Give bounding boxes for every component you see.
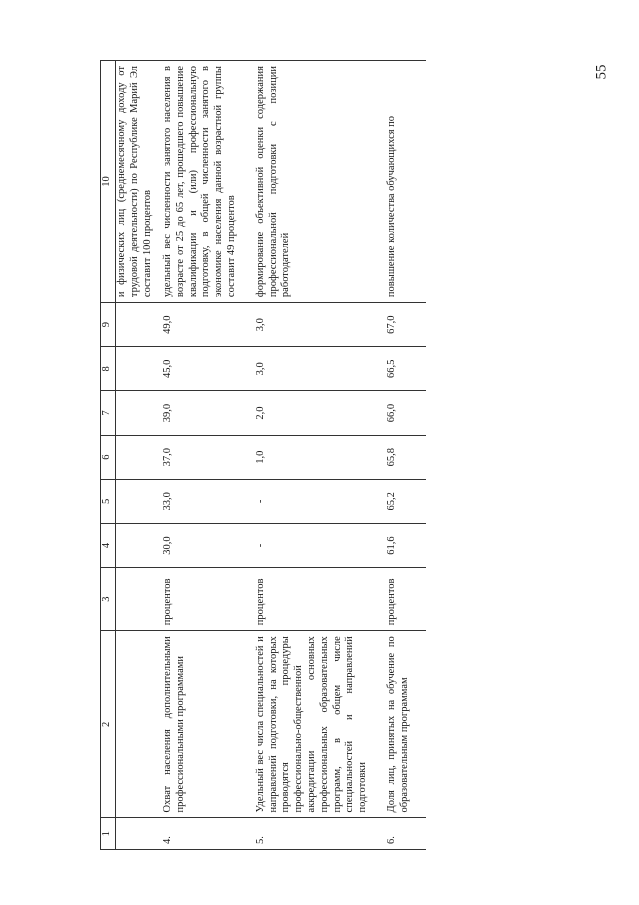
column-header: 9: [101, 303, 116, 347]
value-col-8: 45,0: [160, 347, 253, 391]
row-number: 6.: [384, 818, 426, 850]
value-col-5: 65,2: [384, 479, 426, 523]
value-col-4: 30,0: [160, 523, 253, 567]
value-col-9: 3,0: [253, 303, 384, 347]
value-col-9: 49,0: [160, 303, 253, 347]
page-number: 55: [593, 64, 610, 80]
value-col-5: -: [253, 479, 384, 523]
value-col-6: 1,0: [253, 435, 384, 479]
table-row: [384, 61, 426, 850]
value-col-7: 66,0: [384, 391, 426, 435]
column-header: 1: [101, 818, 116, 850]
unit: процентов: [384, 568, 426, 631]
indicator-name: Удельный вес числа специальностей и направлений подготовки, на которых проводятся процедуры профессионально-общественной аккредитации основных профессиональных образовательных программ, в общем числе специальностей и направлений подготовки: [253, 631, 384, 818]
continuation-result-text: и физических лиц (среднемесячному доходу от трудовой деятельности) по Республике Марий Эл составит 100 процентов: [116, 61, 161, 303]
indicator-name: Охват населения дополнительными профессиональными программами: [160, 631, 253, 818]
table-row: [253, 61, 384, 850]
value-col-6: 37,0: [160, 435, 253, 479]
indicator-name: Доля лиц, принятых на обучение по образовательным программам: [384, 631, 426, 818]
value-col-4: -: [253, 523, 384, 567]
value-col-9: 67,0: [384, 303, 426, 347]
column-header: 2: [101, 631, 116, 818]
column-header: 3: [101, 568, 116, 631]
value-col-5: 33,0: [160, 479, 253, 523]
value-col-8: 66,5: [384, 347, 426, 391]
rotated-table-container: [100, 60, 620, 850]
row-number: 4.: [160, 818, 253, 850]
value-col-4: 61,6: [384, 523, 426, 567]
row-number: 5.: [253, 818, 384, 850]
column-header: 4: [101, 523, 116, 567]
column-header: 5: [101, 479, 116, 523]
column-header: 10: [101, 61, 116, 303]
column-header: 7: [101, 391, 116, 435]
unit: процентов: [253, 568, 384, 631]
header-row: [101, 61, 116, 850]
table-row: [160, 61, 253, 850]
column-header: 8: [101, 347, 116, 391]
expected-result: повышение количества обучающихся по: [384, 61, 426, 303]
value-col-6: 65,8: [384, 435, 426, 479]
value-col-8: 3,0: [253, 347, 384, 391]
expected-result: удельный вес численности занятого населения в возрасте от 25 до 65 лет, прошедшего повышение квалификации и (или) профессиональную подготовку, в общей численности занятого в экономике населения данной возрастной группы составит 49 процентов: [160, 61, 253, 303]
continuation-row: [116, 61, 161, 850]
value-col-7: 39,0: [160, 391, 253, 435]
column-header: 6: [101, 435, 116, 479]
value-col-7: 2,0: [253, 391, 384, 435]
indicators-table: [100, 60, 426, 850]
unit: процентов: [160, 568, 253, 631]
expected-result: формирование объективной оценки содержания профессиональной подготовки с позиции работодателей: [253, 61, 384, 303]
